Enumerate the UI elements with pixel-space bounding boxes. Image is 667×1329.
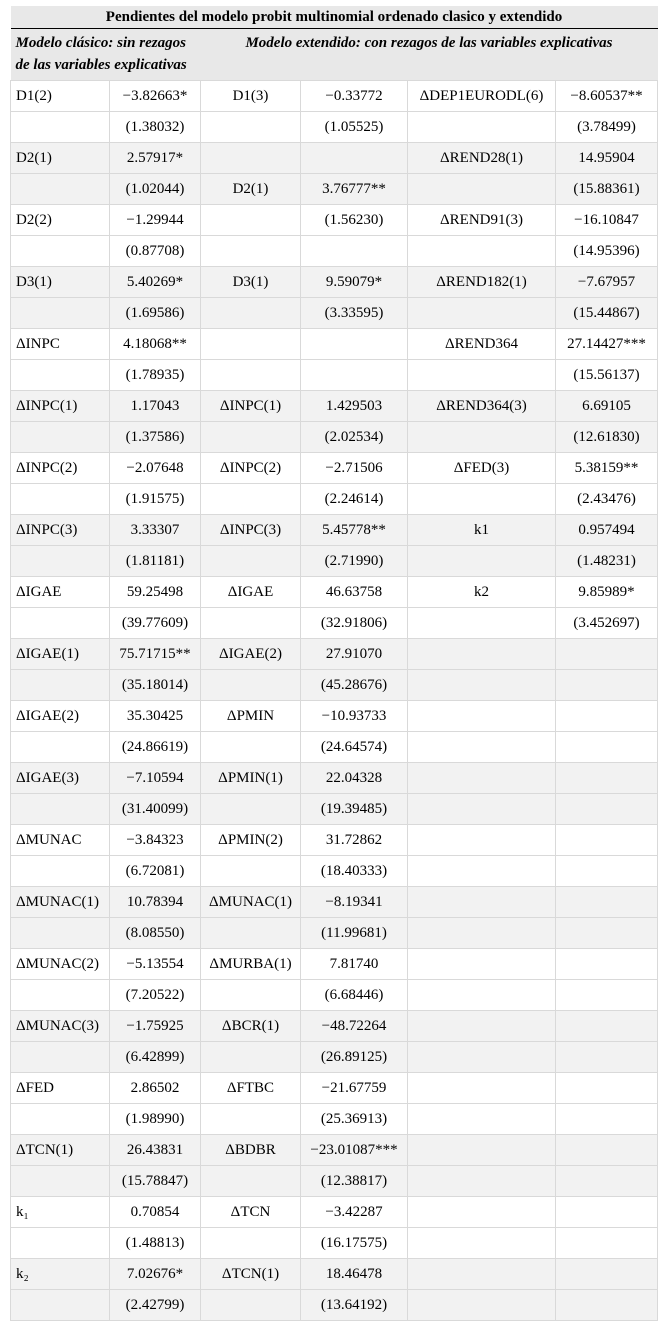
- extended-var-b-cell: [408, 236, 556, 267]
- classic-coef-cell: (1.38032): [110, 112, 201, 143]
- classic-var-cell: k₁: [11, 1197, 110, 1228]
- extended-var-a-cell: [201, 670, 301, 701]
- extended-coef-a-cell: 22.04328: [301, 763, 408, 794]
- extended-coef-b-cell: [556, 1197, 658, 1228]
- classic-var-cell: [11, 1228, 110, 1259]
- classic-var-cell: [11, 1290, 110, 1321]
- extended-var-b-cell: [408, 825, 556, 856]
- extended-coef-a-cell: [301, 143, 408, 174]
- extended-var-a-cell: [201, 329, 301, 360]
- extended-coef-a-cell: −0.33772: [301, 81, 408, 112]
- extended-var-a-cell: [201, 980, 301, 1011]
- table-row: [11, 825, 658, 856]
- table-row: [11, 298, 658, 329]
- extended-coef-a-cell: 18.46478: [301, 1259, 408, 1290]
- extended-coef-b-cell: (12.61830): [556, 422, 658, 453]
- table-row: [11, 112, 658, 143]
- extended-coef-a-cell: (19.39485): [301, 794, 408, 825]
- table-row: [11, 1135, 658, 1166]
- extended-var-b-cell: [408, 1290, 556, 1321]
- extended-var-a-cell: [201, 360, 301, 391]
- classic-var-cell: [11, 112, 110, 143]
- extended-var-b-cell: ΔREND91(3): [408, 205, 556, 236]
- classic-coef-cell: (24.86619): [110, 732, 201, 763]
- extended-coef-b-cell: [556, 670, 658, 701]
- extended-var-a-cell: ΔPMIN(2): [201, 825, 301, 856]
- classic-var-cell: D2(2): [11, 205, 110, 236]
- classic-coef-cell: (6.42899): [110, 1042, 201, 1073]
- classic-coef-cell: 2.57917*: [110, 143, 201, 174]
- extended-var-a-cell: [201, 794, 301, 825]
- classic-var-cell: [11, 484, 110, 515]
- extended-coef-b-cell: [556, 701, 658, 732]
- extended-coef-b-cell: (15.88361): [556, 174, 658, 205]
- extended-coef-a-cell: (12.38817): [301, 1166, 408, 1197]
- extended-var-a-cell: ΔBCR(1): [201, 1011, 301, 1042]
- extended-coef-b-cell: −7.67957: [556, 267, 658, 298]
- extended-var-a-cell: ΔFTBC: [201, 1073, 301, 1104]
- table-row: [11, 577, 658, 608]
- extended-var-a-cell: D2(1): [201, 174, 301, 205]
- extended-coef-a-cell: (32.91806): [301, 608, 408, 639]
- extended-var-b-cell: [408, 1104, 556, 1135]
- extended-var-b-cell: [408, 856, 556, 887]
- classic-var-cell: [11, 980, 110, 1011]
- classic-coef-cell: −7.10594: [110, 763, 201, 794]
- classic-coef-cell: (1.98990): [110, 1104, 201, 1135]
- classic-coef-cell: 35.30425: [110, 701, 201, 732]
- table-row: [11, 670, 658, 701]
- extended-var-a-cell: [201, 1228, 301, 1259]
- extended-coef-b-cell: [556, 980, 658, 1011]
- extended-var-b-cell: [408, 1011, 556, 1042]
- extended-coef-a-cell: (16.17575): [301, 1228, 408, 1259]
- extended-coef-b-cell: [556, 1259, 658, 1290]
- classic-coef-cell: (1.37586): [110, 422, 201, 453]
- classic-var-cell: [11, 174, 110, 205]
- table-row: [11, 546, 658, 577]
- table-row: [11, 1166, 658, 1197]
- extended-coef-b-cell: 14.95904: [556, 143, 658, 174]
- extended-var-a-cell: ΔINPC(3): [201, 515, 301, 546]
- extended-var-a-cell: [201, 856, 301, 887]
- extended-coef-b-cell: [556, 1104, 658, 1135]
- table-row: [11, 1197, 658, 1228]
- extended-var-a-cell: ΔBDBR: [201, 1135, 301, 1166]
- classic-coef-cell: (1.91575): [110, 484, 201, 515]
- extended-model-header: Modelo extendido: con rezagos de las variables explicativas: [201, 29, 658, 81]
- extended-var-b-cell: [408, 639, 556, 670]
- extended-var-b-cell: ΔREND364(3): [408, 391, 556, 422]
- classic-coef-cell: (1.81181): [110, 546, 201, 577]
- extended-var-a-cell: [201, 546, 301, 577]
- extended-var-b-cell: ΔREND364: [408, 329, 556, 360]
- extended-var-b-cell: ΔDEP1EURODL(6): [408, 81, 556, 112]
- extended-var-b-cell: [408, 1135, 556, 1166]
- table-row: [11, 1259, 658, 1290]
- extended-coef-a-cell: 27.91070: [301, 639, 408, 670]
- extended-var-b-cell: [408, 918, 556, 949]
- classic-var-cell: [11, 918, 110, 949]
- classic-coef-cell: 10.78394: [110, 887, 201, 918]
- extended-coef-a-cell: (1.05525): [301, 112, 408, 143]
- extended-var-b-cell: [408, 112, 556, 143]
- extended-var-a-cell: ΔMURBA(1): [201, 949, 301, 980]
- table-row: [11, 856, 658, 887]
- extended-coef-b-cell: [556, 732, 658, 763]
- extended-coef-b-cell: [556, 825, 658, 856]
- extended-var-a-cell: ΔTCN: [201, 1197, 301, 1228]
- extended-coef-b-cell: [556, 1073, 658, 1104]
- classic-coef-cell: (8.08550): [110, 918, 201, 949]
- classic-coef-cell: 5.40269*: [110, 267, 201, 298]
- extended-var-a-cell: [201, 143, 301, 174]
- extended-coef-b-cell: (3.452697): [556, 608, 658, 639]
- table-row: [11, 732, 658, 763]
- extended-var-b-cell: [408, 360, 556, 391]
- classic-var-cell: D2(1): [11, 143, 110, 174]
- extended-var-a-cell: [201, 1290, 301, 1321]
- classic-var-cell: k₂: [11, 1259, 110, 1290]
- extended-var-b-cell: ΔFED(3): [408, 453, 556, 484]
- classic-coef-cell: (1.78935): [110, 360, 201, 391]
- extended-var-a-cell: [201, 1166, 301, 1197]
- extended-var-b-cell: ΔREND182(1): [408, 267, 556, 298]
- table-row: [11, 267, 658, 298]
- table-row: [11, 1228, 658, 1259]
- extended-coef-b-cell: [556, 1011, 658, 1042]
- classic-coef-cell: −1.75925: [110, 1011, 201, 1042]
- classic-coef-cell: (2.42799): [110, 1290, 201, 1321]
- extended-coef-b-cell: [556, 1290, 658, 1321]
- extended-coef-a-cell: (26.89125): [301, 1042, 408, 1073]
- classic-coef-cell: (31.40099): [110, 794, 201, 825]
- classic-coef-cell: 26.43831: [110, 1135, 201, 1166]
- extended-var-a-cell: [201, 608, 301, 639]
- extended-coef-a-cell: 46.63758: [301, 577, 408, 608]
- extended-var-b-cell: [408, 732, 556, 763]
- extended-coef-b-cell: (1.48231): [556, 546, 658, 577]
- classic-coef-cell: (1.02044): [110, 174, 201, 205]
- classic-coef-cell: (7.20522): [110, 980, 201, 1011]
- extended-var-a-cell: ΔINPC(2): [201, 453, 301, 484]
- classic-var-cell: ΔINPC: [11, 329, 110, 360]
- table-row: [11, 174, 658, 205]
- extended-var-b-cell: [408, 484, 556, 515]
- extended-var-b-cell: [408, 422, 556, 453]
- extended-coef-b-cell: [556, 1166, 658, 1197]
- extended-var-b-cell: [408, 1073, 556, 1104]
- extended-var-b-cell: [408, 1197, 556, 1228]
- extended-var-b-cell: [408, 980, 556, 1011]
- extended-coef-a-cell: (2.02534): [301, 422, 408, 453]
- extended-coef-a-cell: (1.56230): [301, 205, 408, 236]
- table-row: [11, 608, 658, 639]
- extended-coef-b-cell: [556, 1228, 658, 1259]
- classic-var-cell: [11, 794, 110, 825]
- classic-var-cell: ΔINPC(3): [11, 515, 110, 546]
- extended-var-a-cell: ΔTCN(1): [201, 1259, 301, 1290]
- classic-var-cell: ΔMUNAC: [11, 825, 110, 856]
- extended-coef-a-cell: −2.71506: [301, 453, 408, 484]
- extended-var-b-cell: [408, 546, 556, 577]
- classic-coef-cell: (35.18014): [110, 670, 201, 701]
- extended-coef-a-cell: −23.01087***: [301, 1135, 408, 1166]
- classic-var-cell: D1(2): [11, 81, 110, 112]
- extended-var-a-cell: ΔPMIN: [201, 701, 301, 732]
- table-row: [11, 701, 658, 732]
- extended-var-a-cell: ΔMUNAC(1): [201, 887, 301, 918]
- table-row: [11, 887, 658, 918]
- table-row: [11, 639, 658, 670]
- table-row: [11, 1073, 658, 1104]
- extended-var-b-cell: [408, 794, 556, 825]
- classic-coef-cell: 0.70854: [110, 1197, 201, 1228]
- extended-var-a-cell: ΔINPC(1): [201, 391, 301, 422]
- table-row: [11, 143, 658, 174]
- classic-coef-cell: −3.84323: [110, 825, 201, 856]
- classic-coef-cell: 2.86502: [110, 1073, 201, 1104]
- extended-coef-a-cell: 9.59079*: [301, 267, 408, 298]
- extended-coef-a-cell: (2.24614): [301, 484, 408, 515]
- extended-coef-b-cell: 5.38159**: [556, 453, 658, 484]
- extended-coef-a-cell: 3.76777**: [301, 174, 408, 205]
- classic-var-cell: ΔMUNAC(1): [11, 887, 110, 918]
- extended-coef-b-cell: −8.60537**: [556, 81, 658, 112]
- classic-var-cell: [11, 608, 110, 639]
- classic-var-cell: [11, 236, 110, 267]
- extended-coef-b-cell: [556, 856, 658, 887]
- classic-var-cell: ΔIGAE: [11, 577, 110, 608]
- extended-coef-b-cell: 0.957494: [556, 515, 658, 546]
- table-row: [11, 205, 658, 236]
- classic-coef-cell: (6.72081): [110, 856, 201, 887]
- extended-var-b-cell: [408, 298, 556, 329]
- extended-coef-a-cell: [301, 329, 408, 360]
- extended-var-b-cell: [408, 1259, 556, 1290]
- classic-var-cell: ΔFED: [11, 1073, 110, 1104]
- extended-coef-b-cell: [556, 949, 658, 980]
- extended-coef-b-cell: (15.56137): [556, 360, 658, 391]
- extended-var-b-cell: k1: [408, 515, 556, 546]
- extended-coef-a-cell: (45.28676): [301, 670, 408, 701]
- extended-coef-a-cell: (11.99681): [301, 918, 408, 949]
- classic-coef-cell: −5.13554: [110, 949, 201, 980]
- extended-var-a-cell: [201, 205, 301, 236]
- classic-coef-cell: 7.02676*: [110, 1259, 201, 1290]
- extended-coef-a-cell: (18.40333): [301, 856, 408, 887]
- extended-var-a-cell: D3(1): [201, 267, 301, 298]
- extended-var-a-cell: [201, 918, 301, 949]
- table-row: [11, 980, 658, 1011]
- classic-coef-cell: (15.78847): [110, 1166, 201, 1197]
- extended-var-a-cell: [201, 1042, 301, 1073]
- extended-coef-b-cell: [556, 887, 658, 918]
- extended-coef-b-cell: (15.44867): [556, 298, 658, 329]
- table-row: [11, 391, 658, 422]
- extended-var-a-cell: ΔIGAE(2): [201, 639, 301, 670]
- table-row: [11, 1290, 658, 1321]
- extended-var-a-cell: [201, 422, 301, 453]
- extended-var-b-cell: [408, 949, 556, 980]
- extended-coef-b-cell: [556, 639, 658, 670]
- classic-var-cell: ΔINPC(2): [11, 453, 110, 484]
- table-row: [11, 329, 658, 360]
- table-body: [11, 81, 658, 1321]
- classic-var-cell: ΔMUNAC(2): [11, 949, 110, 980]
- extended-var-b-cell: ΔREND28(1): [408, 143, 556, 174]
- extended-coef-a-cell: (24.64574): [301, 732, 408, 763]
- classic-var-cell: ΔINPC(1): [11, 391, 110, 422]
- classic-coef-cell: 3.33307: [110, 515, 201, 546]
- table-title: Pendientes del modelo probit multinomial ordenado clasico y extendido: [11, 6, 658, 29]
- classic-coef-cell: −3.82663*: [110, 81, 201, 112]
- extended-coef-a-cell: (25.36913): [301, 1104, 408, 1135]
- table-row: [11, 422, 658, 453]
- extended-coef-b-cell: 9.85989*: [556, 577, 658, 608]
- table-row: [11, 236, 658, 267]
- extended-var-b-cell: [408, 887, 556, 918]
- classic-coef-cell: 75.71715**: [110, 639, 201, 670]
- classic-coef-cell: 59.25498: [110, 577, 201, 608]
- table-row: [11, 763, 658, 794]
- extended-coef-a-cell: 1.429503: [301, 391, 408, 422]
- extended-coef-a-cell: −8.19341: [301, 887, 408, 918]
- classic-var-cell: ΔTCN(1): [11, 1135, 110, 1166]
- table-row: [11, 949, 658, 980]
- classic-var-cell: [11, 670, 110, 701]
- classic-model-header: Modelo clásico: sin rezagos de las variables explicativas: [11, 29, 201, 81]
- extended-var-a-cell: [201, 298, 301, 329]
- classic-coef-cell: (0.87708): [110, 236, 201, 267]
- table-row: [11, 453, 658, 484]
- extended-var-a-cell: ΔPMIN(1): [201, 763, 301, 794]
- extended-coef-a-cell: (13.64192): [301, 1290, 408, 1321]
- extended-coef-a-cell: (6.68446): [301, 980, 408, 1011]
- results-table: [10, 6, 658, 1321]
- classic-var-cell: [11, 732, 110, 763]
- classic-coef-cell: 4.18068**: [110, 329, 201, 360]
- classic-var-cell: ΔMUNAC(3): [11, 1011, 110, 1042]
- extended-coef-a-cell: 7.81740: [301, 949, 408, 980]
- classic-var-cell: ΔIGAE(1): [11, 639, 110, 670]
- classic-var-cell: [11, 298, 110, 329]
- classic-coef-cell: (1.48813): [110, 1228, 201, 1259]
- extended-var-a-cell: [201, 112, 301, 143]
- extended-coef-b-cell: (2.43476): [556, 484, 658, 515]
- extended-coef-a-cell: [301, 236, 408, 267]
- classic-var-cell: [11, 1042, 110, 1073]
- extended-coef-b-cell: [556, 763, 658, 794]
- classic-var-cell: ΔIGAE(2): [11, 701, 110, 732]
- table-row: [11, 1042, 658, 1073]
- extended-var-b-cell: [408, 608, 556, 639]
- extended-var-b-cell: [408, 1166, 556, 1197]
- classic-coef-cell: (39.77609): [110, 608, 201, 639]
- table-row: [11, 794, 658, 825]
- extended-var-a-cell: D1(3): [201, 81, 301, 112]
- extended-coef-a-cell: 31.72862: [301, 825, 408, 856]
- extended-coef-b-cell: 27.14427***: [556, 329, 658, 360]
- table-row: [11, 918, 658, 949]
- extended-coef-a-cell: (2.71990): [301, 546, 408, 577]
- classic-coef-cell: −1.29944: [110, 205, 201, 236]
- classic-var-cell: D3(1): [11, 267, 110, 298]
- extended-var-b-cell: k2: [408, 577, 556, 608]
- table-row: [11, 1104, 658, 1135]
- extended-var-b-cell: [408, 701, 556, 732]
- extended-var-b-cell: [408, 1042, 556, 1073]
- classic-var-cell: [11, 1166, 110, 1197]
- classic-var-cell: [11, 422, 110, 453]
- extended-coef-b-cell: [556, 918, 658, 949]
- extended-coef-a-cell: −3.42287: [301, 1197, 408, 1228]
- classic-coef-cell: (1.69586): [110, 298, 201, 329]
- extended-var-a-cell: [201, 732, 301, 763]
- extended-var-a-cell: ΔIGAE: [201, 577, 301, 608]
- table-row: [11, 360, 658, 391]
- extended-coef-b-cell: 6.69105: [556, 391, 658, 422]
- classic-var-cell: [11, 360, 110, 391]
- table-row: [11, 515, 658, 546]
- extended-var-b-cell: [408, 174, 556, 205]
- extended-coef-b-cell: [556, 794, 658, 825]
- classic-var-cell: [11, 1104, 110, 1135]
- classic-var-cell: [11, 546, 110, 577]
- extended-var-a-cell: [201, 484, 301, 515]
- classic-coef-cell: 1.17043: [110, 391, 201, 422]
- extended-coef-a-cell: (3.33595): [301, 298, 408, 329]
- extended-var-b-cell: [408, 670, 556, 701]
- extended-coef-b-cell: [556, 1042, 658, 1073]
- extended-coef-a-cell: −48.72264: [301, 1011, 408, 1042]
- extended-coef-b-cell: (3.78499): [556, 112, 658, 143]
- extended-coef-a-cell: [301, 360, 408, 391]
- extended-var-a-cell: [201, 1104, 301, 1135]
- extended-coef-b-cell: −16.10847: [556, 205, 658, 236]
- extended-var-a-cell: [201, 236, 301, 267]
- results-table-container: [10, 6, 657, 1321]
- table-row: [11, 81, 658, 112]
- extended-coef-a-cell: 5.45778**: [301, 515, 408, 546]
- extended-coef-a-cell: −21.67759: [301, 1073, 408, 1104]
- extended-coef-b-cell: [556, 1135, 658, 1166]
- extended-coef-a-cell: −10.93733: [301, 701, 408, 732]
- extended-var-b-cell: [408, 1228, 556, 1259]
- extended-var-b-cell: [408, 763, 556, 794]
- table-row: [11, 1011, 658, 1042]
- classic-var-cell: [11, 856, 110, 887]
- classic-coef-cell: −2.07648: [110, 453, 201, 484]
- classic-var-cell: ΔIGAE(3): [11, 763, 110, 794]
- table-row: [11, 484, 658, 515]
- extended-coef-b-cell: (14.95396): [556, 236, 658, 267]
